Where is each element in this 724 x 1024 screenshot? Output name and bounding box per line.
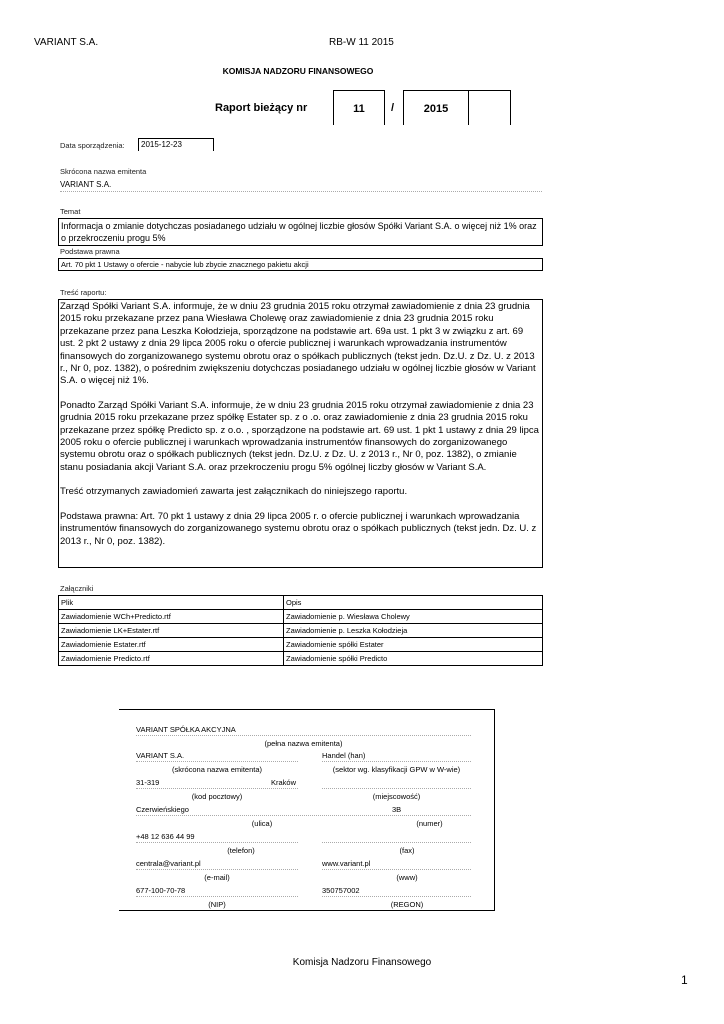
table-row[interactable] <box>59 610 543 624</box>
subject-label: Temat <box>60 207 81 216</box>
col-desc-header: Opis <box>284 596 543 610</box>
subject-value: Informacja o zmianie dotychczas posiadanego udziału w ogólnej liczbie głosów Spółki Variant S.A. o więcej niż 1% oraz o przekroczeniu progu 5% <box>58 218 543 246</box>
report-slash: / <box>391 102 395 114</box>
attachments-header-row <box>59 596 543 610</box>
attachment-file[interactable]: Zawiadomienie Estater.rtf <box>59 638 284 652</box>
city-value: Kraków <box>271 778 297 787</box>
company-fax <box>322 832 471 843</box>
company-short-name-label: (skrócona nazwa emitenta) <box>171 765 263 774</box>
company-www-label: (www) <box>396 873 418 882</box>
company-city-line <box>322 778 471 789</box>
legal-basis-value: Art. 70 pkt 1 Ustawy o ofercie - nabycie lub zbycie znacznego pakietu akcji <box>58 258 543 271</box>
attachment-desc: Zawiadomienie p. Wiesława Cholewy <box>284 610 543 624</box>
issuer-short-value: VARIANT S.A. <box>60 180 542 192</box>
company-email-label: (e-mail) <box>204 873 230 882</box>
company-short-name: VARIANT S.A. <box>136 751 298 762</box>
issuer-short-label: Skrócona nazwa emitenta <box>60 167 147 176</box>
street-value: Czerwieńskiego <box>136 805 189 814</box>
content-paragraph-3: Treść otrzymanych zawiadomień zawarta jest załącznikach do niniejszego raportu. <box>60 486 408 498</box>
company-nip: 677-100-70-78 <box>136 886 298 897</box>
table-row[interactable] <box>59 624 543 638</box>
report-year: 2015 <box>423 103 449 115</box>
company-regon: 350757002 <box>322 886 471 897</box>
company-postal-code-label: (kod pocztowy) <box>191 792 243 801</box>
report-number-box <box>333 90 385 125</box>
company-www: www.variant.pl <box>322 859 471 870</box>
company-number-label: (numer) <box>416 819 443 828</box>
authority-title: KOMISJA NADZORU FINANSOWEGO <box>222 66 374 76</box>
content-label: Treść raportu: <box>60 288 107 297</box>
date-label: Data sporządzenia: <box>60 141 125 150</box>
date-value: 2015-12-23 <box>138 138 214 151</box>
content-body <box>58 299 543 568</box>
company-city-label: (miejscowość) <box>372 792 421 801</box>
attachment-file[interactable]: Zawiadomienie WCh+Predicto.rtf <box>59 610 284 624</box>
legal-basis-label: Podstawa prawna <box>60 247 120 256</box>
header-company: VARIANT S.A. <box>34 37 99 48</box>
table-row[interactable] <box>59 638 543 652</box>
attachment-file[interactable]: Zawiadomienie LK+Estater.rtf <box>59 624 284 638</box>
company-sector: Handel (han) <box>322 751 471 762</box>
header-report-code: RB-W 11 2015 <box>329 37 394 48</box>
company-phone-label: (telefon) <box>227 846 255 855</box>
company-full-name: VARIANT SPÓŁKA AKCYJNA <box>136 725 471 736</box>
content-paragraph-2: Ponadto Zarząd Spółki Variant S.A. informuje, że w dniu 23 grudnia 2015 roku otrzymał zawiadomienie z dnia 23 grudnia 2015 roku przekazane przez spółkę Estater sp. z o .o. oraz zawiadomienie z dnia 23 grudnia 2015 roku przekazane przez spółkę Predicto sp. z o.o. , sporządzone na podstawie art. 69 ust. 1 pkt 1 ustawy z dnia 29 lipca 2005 roku o ofercie publicznej i warunkach wprowadzania instrumentów finansowych do zorganizowanego systemu obrotu oraz o spółkach publicznych (tekst jedn. Dz.U. z Dz. U. z 2013 r., Nr 0, poz. 1382), o zmianie stanu posiadania akcji Variant S.A. oraz przekroczeniu progu 5% ogólnej liczby głosów w Variant S.A. <box>60 399 539 473</box>
attachment-file[interactable]: Zawiadomienie Predicto.rtf <box>59 652 284 666</box>
company-fax-label: (fax) <box>399 846 415 855</box>
report-extra-box <box>468 90 511 125</box>
content-paragraph-1: Zarząd Spółki Variant S.A. informuje, że w dniu 23 grudnia 2015 roku otrzymał zawiadomienie z dnia 23 grudnia 2015 roku przekazane przez pana Wiesława Cholewę oraz zawiadomienie z dnia 23 grudnia 2015 roku przekazane przez pana Leszka Kołodzieja, sporządzone na podstawie art. 69a ust. 1 pkt 3 w związku z art. 69 ust. 2 pkt 2 ustawy z dnia 29 lipca 2005 roku o ofercie publicznej i warunkach wprowadzania instrumentów finansowych do zorganizowanego systemu obrotu oraz o spółkach publicznych (tekst jedn. Dz.U. z Dz. U. z 2013 r., Nr 0, poz. 1382), o pośrednim zwiększeniu dotychczas posiadanego udziału w ogólnej liczbie głosów w Variant S.A. o więcej niż 1%. <box>60 301 536 387</box>
company-email: centrala@variant.pl <box>136 859 298 870</box>
attachments-label: Załączniki <box>60 584 94 593</box>
attachment-desc: Zawiadomienie spółki Estater <box>284 638 543 652</box>
report-title: Raport bieżący nr <box>215 102 308 114</box>
company-phone: +48 12 636 44 99 <box>136 832 298 843</box>
report-number: 11 <box>353 103 365 115</box>
company-sector-label: (sektor wg. klasyfikacji GPW w W-wie) <box>332 765 461 774</box>
company-full-name-label: (pełna nazwa emitenta) <box>264 739 343 748</box>
street-number-value: 3B <box>392 805 402 814</box>
content-paragraph-4: Podstawa prawna: Art. 70 pkt 1 ustawy z dnia 29 lipca 2005 r. o ofercie publicznej i warunkach wprowadzania instrumentów finansowych do zorganizowanego systemu obrotu oraz o spółkach publicznych (tekst jedn. Dz. U. z 2013 r., Nr 0, poz. 1382). <box>60 510 537 547</box>
attachment-desc: Zawiadomienie spółki Predicto <box>284 652 543 666</box>
attachments-table <box>58 595 543 666</box>
company-postal-code <box>136 778 298 789</box>
company-regon-label: (REGON) <box>390 900 424 909</box>
postal-code-value: 31-319 <box>136 778 160 787</box>
table-row[interactable] <box>59 652 543 666</box>
footer-authority: Komisja Nadzoru Finansowego <box>292 957 432 968</box>
attachment-desc: Zawiadomienie p. Leszka Kołodzieja <box>284 624 543 638</box>
company-street-label: (ulica) <box>251 819 273 828</box>
col-file-header: Plik <box>59 596 284 610</box>
company-street-line <box>136 805 471 816</box>
page-number: 1 <box>681 973 688 987</box>
report-year-box <box>403 90 469 125</box>
company-nip-label: (NIP) <box>208 900 226 909</box>
